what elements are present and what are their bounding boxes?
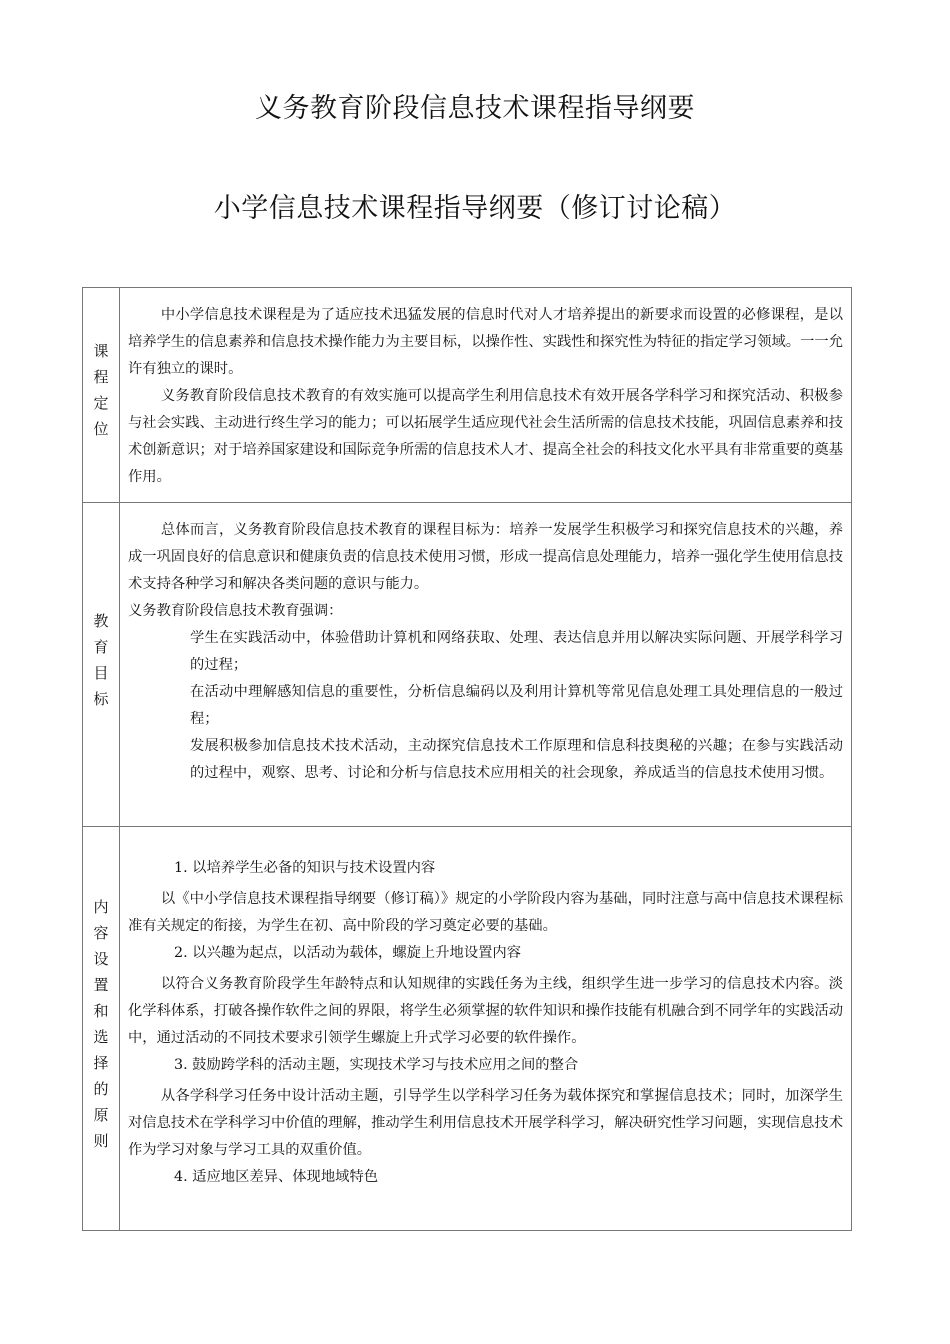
goal-item: 在活动中理解感知信息的重要性，分析信息编码以及利用计算机等常见信息处理工具处理信息的一般过程； xyxy=(190,684,843,727)
row-label xyxy=(83,503,120,826)
row-course-positioning xyxy=(83,288,851,502)
row-label xyxy=(83,827,120,1230)
principle-heading: 1. 以培养学生必备的知识与技术设置内容 xyxy=(174,860,436,876)
row-label-text: 教育目标 xyxy=(91,612,110,717)
row-label-text: 内容设置和选择的原则 xyxy=(91,898,110,1159)
goal-item: 学生在实践活动中，体验借助计算机和网络获取、处理、表达信息并用以解决实际问题、开展学科学习的过程； xyxy=(190,630,843,673)
document-subtitle: 小学信息技术课程指导纲要（修订讨论稿） xyxy=(213,193,737,224)
paragraph: 义务教育阶段信息技术教育强调： xyxy=(128,603,343,619)
row-content xyxy=(120,288,851,502)
principle-heading: 2. 以兴趣为起点，以活动为载体，螺旋上升地设置内容 xyxy=(174,945,522,961)
principle-text: 以符合义务教育阶段学生年龄特点和认知规律的实践任务为主线，组织学生进一步学习的信息技术内容。淡化学科体系，打破各操作软件之间的界限，将学生必须掌握的软件知识和操作技能有机融合到不同学年的实践活动中，通过活动的不同技术要求引领学生螺旋上升式学习必要的软件操作。 xyxy=(128,976,843,1046)
row-content xyxy=(120,503,851,826)
principle-heading: 3. 鼓励跨学科的活动主题，实现技术学习与技术应用之间的整合 xyxy=(174,1057,579,1073)
outline-table xyxy=(82,287,852,1231)
row-label xyxy=(83,288,120,502)
principle-heading: 4. 适应地区差异、体现地域特色 xyxy=(174,1169,379,1185)
row-education-goals xyxy=(83,502,851,826)
principle-text: 以《中小学信息技术课程指导纲要（修订稿）》规定的小学阶段内容为基础，同时注意与高中信息技术课程标准有关规定的衔接，为学生在初、高中阶段的学习奠定必要的基础。 xyxy=(128,891,843,934)
paragraph: 中小学信息技术课程是为了适应技术迅猛发展的信息时代对人才培养提出的新要求而设置的必修课程，是以培养学生的信息素养和信息技术操作能力为主要目标，以操作性、实践性和探究性为特征的指定学习领域。一一允许有独立的课时。 xyxy=(128,307,843,377)
paragraph: 总体而言，义务教育阶段信息技术教育的课程目标为：培养一发展学生积极学习和探究信息技术的兴趣，养成一巩固良好的信息意识和健康负责的信息技术使用习惯，形成一提高信息处理能力，培养一强化学生使用信息技术支持各种学习和解决各类问题的意识与能力。 xyxy=(128,522,843,592)
row-content xyxy=(120,827,851,1230)
row-label-text: 课程定位 xyxy=(91,343,110,447)
principle-text: 从各学科学习任务中设计活动主题，引导学生以学科学习任务为载体探究和掌握信息技术；同时，加深学生对信息技术在学科学习中价值的理解，推动学生利用信息技术开展学科学习，解决研究性学习问题，实现信息技术作为学习对象与学习工具的双重价值。 xyxy=(128,1088,843,1158)
document-title: 义务教育阶段信息技术课程指导纲要 xyxy=(255,93,695,124)
row-content-principles xyxy=(83,826,851,1230)
goal-item: 发展积极参加信息技术技术活动，主动探究信息技术工作原理和信息科技奥秘的兴趣；在参与实践活动的过程中，观察、思考、讨论和分析与信息技术应用相关的社会现象，养成适当的信息技术使用习惯。 xyxy=(190,738,843,781)
paragraph: 义务教育阶段信息技术教育的有效实施可以提高学生利用信息技术有效开展各学科学习和探究活动、积极参与社会实践、主动进行终生学习的能力；可以拓展学生适应现代社会生活所需的信息技术技能，巩固信息素养和技术创新意识；对于培养国家建设和国际竞争所需的信息技术人才、提高全社会的科技文化水平具有非常重要的奠基作用。 xyxy=(128,388,843,485)
